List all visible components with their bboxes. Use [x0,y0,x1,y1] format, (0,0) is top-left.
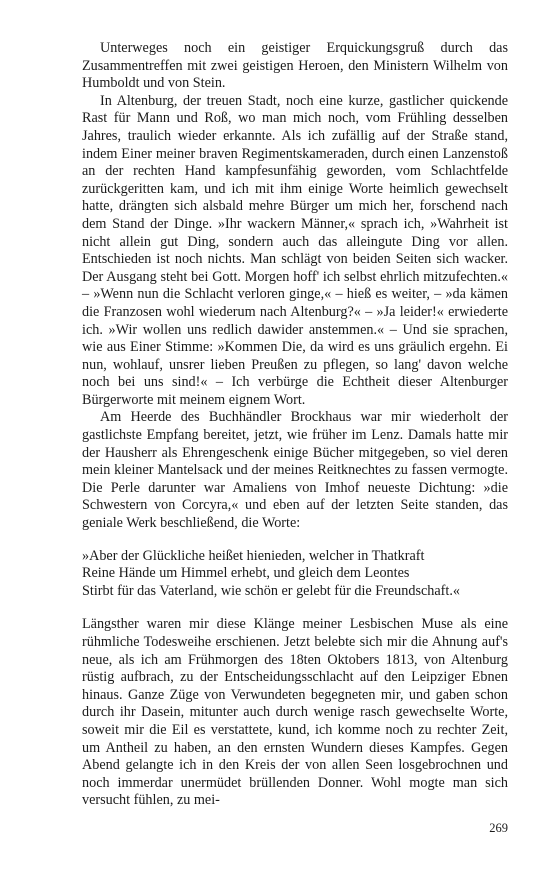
verse-quote [82,548,508,601]
paragraph: In Altenburg, der treuen Stadt, noch eine kurze, gastlicher quickende Rast für Mann und Roß, wo man mich noch, vom Frühling desselben Jahres, traulich wieder erkannte. Als ich zufällig auf der Straße stand, indem Einer meiner braven Regimentskameraden, durch einen Lanzenstoß an der rechten Hand kampfesunfähig geworden, vom Schlachtfelde zurückgeritten kam, und ich mit ihm einige Worte heimlich gewechselt hatte, drängten sich alsbald mehre Bürger um mich her, forschend nach dem Stand der Dinge. »Ihr wackern Männer,« sprach ich, »Wahrheit ist nicht allein gut Ding, sondern auch das alleingute Ding vor allen. Entschieden ist noch nichts. Man schlägt von beiden Seiten sich wacker. Der Ausgang steht bei Gott. Morgen hoff' ich selbst ehrlich mitzufechten.« – »Wenn nun die Schlacht verloren ginge,« – hieß es weiter, – »da kämen die Franzosen wohl wiederum nach Altenburg?« – »Ja leider!« erwiederte ich. »Wir wollen uns redlich dawider anstemmen.« – Und sie sprachen, wie aus Einer Stimme: »Kommen Die, da wird es uns gräulich ergehn. Ei nun, wohlauf, unsrer lieben Preußen zu pflegen, so lang' davon welche noch bei uns sind!« – Ich verbürge die Echtheit dieser Altenburger Bürgerworte mit meinem eignem Wort. [82,92,508,408]
paragraph: Am Heerde des Buchhändler Brockhaus war mir wiederholt der gastlichste Empfang bereitet, jetzt, wie früher im Lenz. Damals hatte mir der Hausherr als Ehrengeschenk einige Bücher mitgegeben, so viel deren mein kleiner Mantelsack und der meines Reitknechtes zu fassen vermogte. Die Perle darunter war Amaliens von Imhof neueste Dichtung: »die Schwestern von Corcyra,« und eben auf der letzten Seite standen, das geniale Werk beschließend, die Worte: [82,409,508,532]
verse-line: Stirbt für das Vaterland, wie schön er gelebt für die Freundschaft.« [82,582,460,599]
page-body [82,40,508,810]
verse-line: Reine Hände um Himmel erhebt, und gleich dem Leontes [82,565,410,582]
verse-line: »Aber der Glückliche heißet hienieden, welcher in Thatkraft [82,547,425,564]
paragraph: Unterweges noch ein geistiger Erquickungsgruß durch das Zusammentreffen mit zwei geistigen Heroen, den Ministern Wilhelm von Humboldt und von Stein. [82,40,508,92]
paragraph: Längsther waren mir diese Klänge meiner Lesbischen Muse als eine rühmliche Todesweihe erschienen. Jetzt belebte sich mir die Ahnung auf's neue, als ich am Frühmorgen des 18ten Oktobers 1813, von Altenburg rüstig aufbrach, zu der Entscheidungsschlacht auf den Leipziger Ebnen hinaus. Ganze Züge von Verwundeten begegneten mir, und gaben schon durch ihr Dasein, mitunter auch durch wenige rasch gewechselte Worte, soweit mir die Eil es verstattete, kund, ich komme noch zu rechter Zeit, um Antheil zu haben, an den ernsten Wundern dieses Kampfes. Gegen Abend gelangte ich in den Kreis der von allen Seen losgebrochnen und noch immerdar unermüdet brüllenden Donner. Wohl mogte man sich versucht fühlen, zu mei- [82,616,508,809]
page-number: 269 [489,821,508,835]
